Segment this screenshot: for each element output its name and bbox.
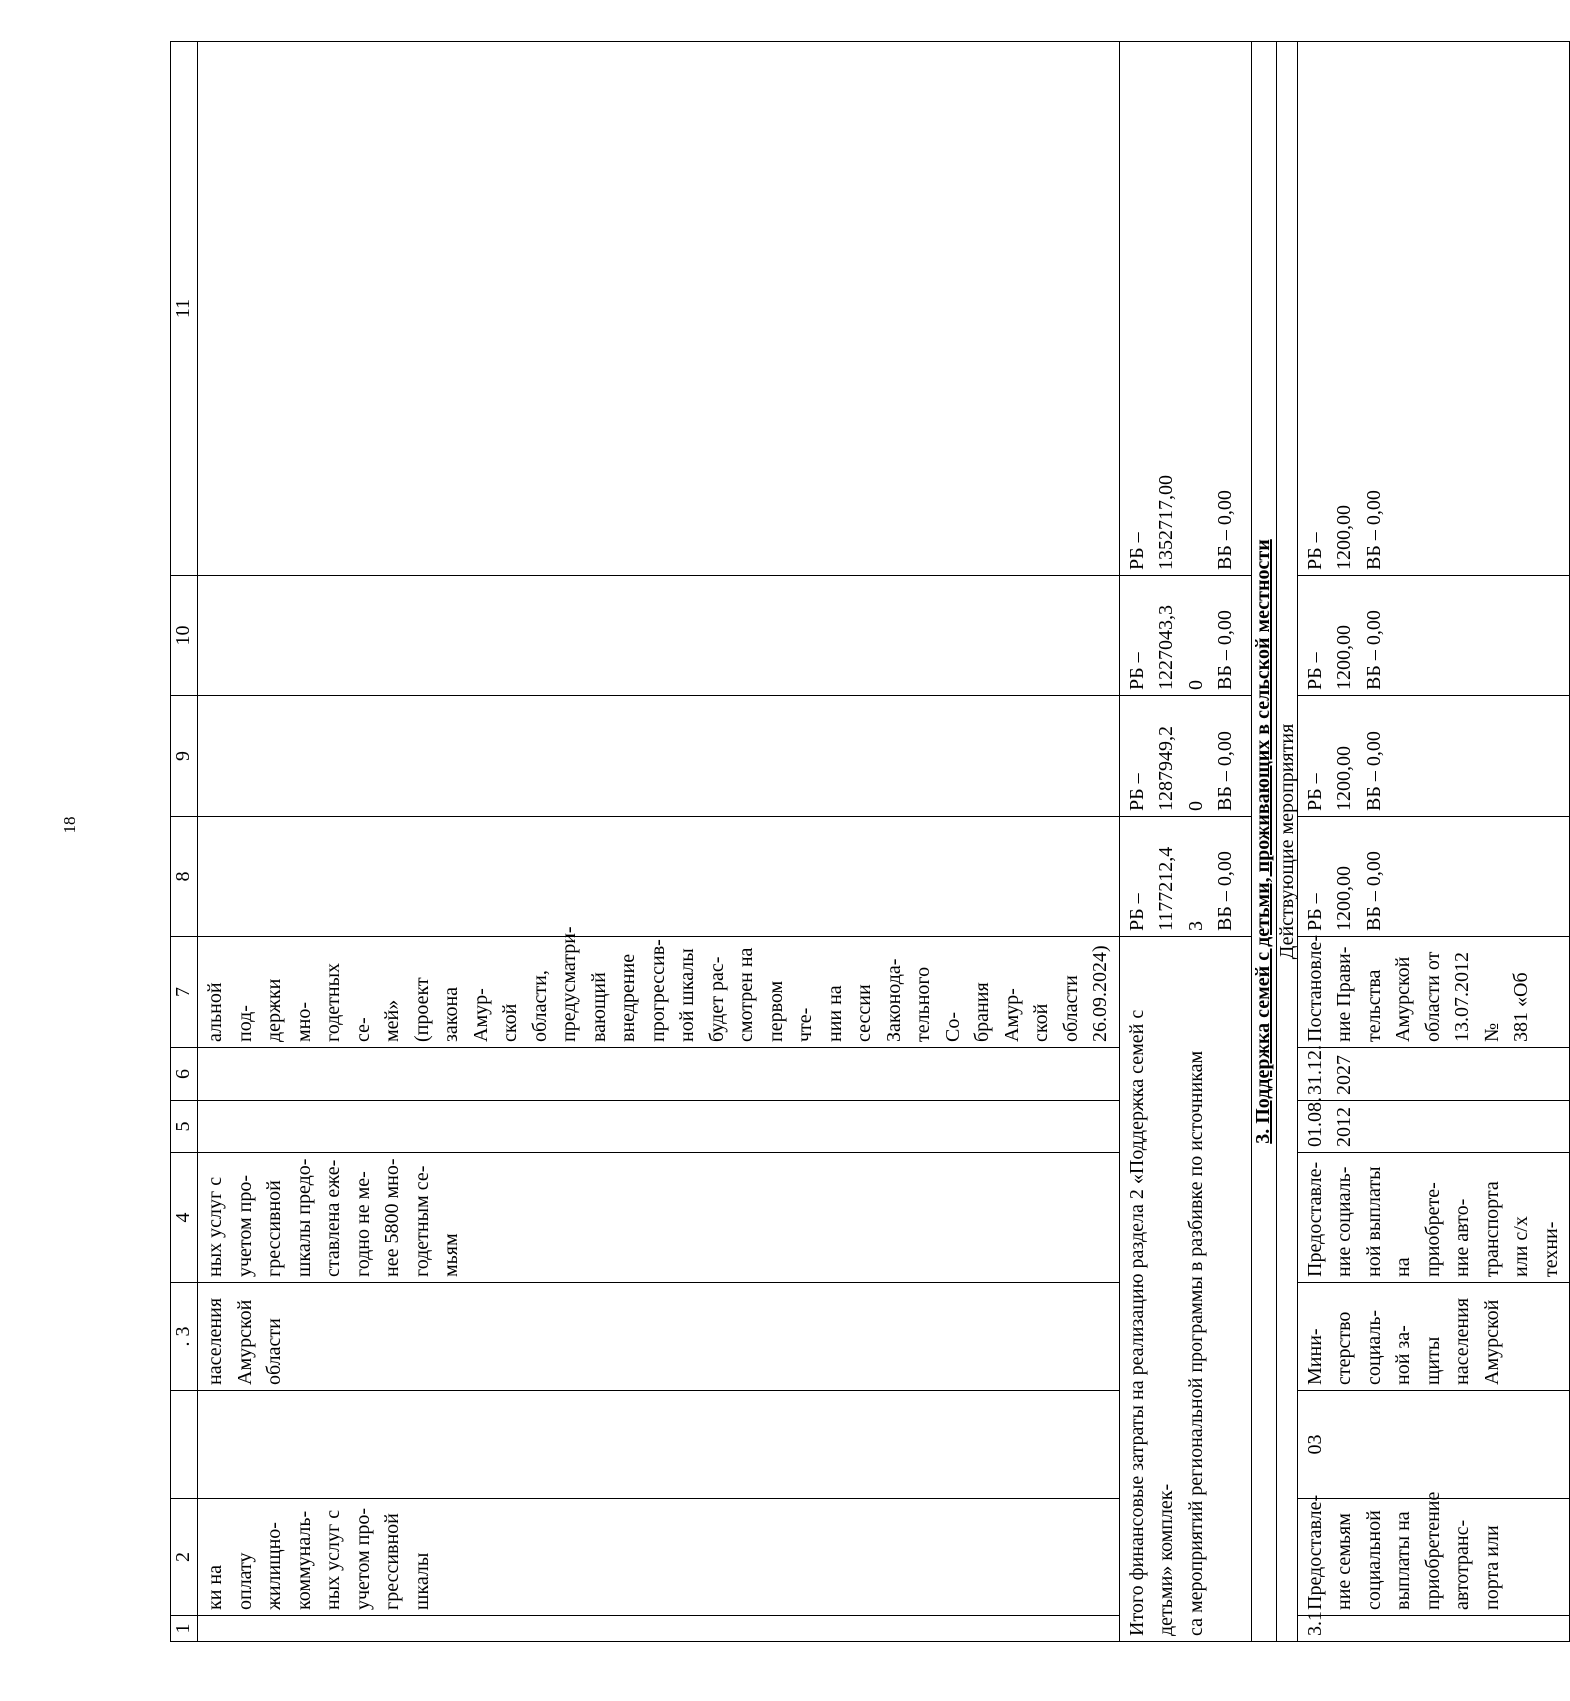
- total-2025: РБ – 1287949,2 0 ВБ – 0,00: [1119, 696, 1251, 817]
- item-executor: Мини- стерство социаль- ной за- щиты населения Амурской: [1297, 1283, 1570, 1391]
- section-title-text: 3. Поддержка семей с детьми, проживающих в сельской местности: [1251, 539, 1274, 1144]
- item-2025: РБ – 1200,00 ВБ – 0,00: [1297, 696, 1570, 817]
- cell-executor: населения Амурской области: [198, 1283, 1120, 1391]
- total-2027: РБ – 1352717,00 ВБ – 0,00: [1119, 42, 1251, 576]
- header-cell-2: 2: [171, 1499, 198, 1616]
- section-title: [1251, 42, 1276, 1642]
- total-2026: РБ – 1227043,3 0 ВБ – 0,00: [1119, 576, 1251, 696]
- header-cell-code: [171, 1391, 198, 1499]
- total-2024: РБ – 1177212,4 3 ВБ – 0,00: [1119, 817, 1251, 937]
- header-cell-1: 1: [171, 1616, 198, 1642]
- cell-measure-name: ки на оплату жилищно- коммуналь- ных услуг с учетом про- грессивной шкалы: [198, 1499, 1120, 1616]
- item-result: Предоставле- ние социаль- ной выплаты на приобрете- ние авто- транспорта или с/х техни-: [1297, 1153, 1570, 1283]
- total-label: Итого финансовые затраты на реализацию раздела 2 «Поддержка семей с детьми» комплек- са мероприятий региональной программы в разбивке по источникам: [1119, 937, 1251, 1642]
- item-row-3-1: [1297, 42, 1570, 1642]
- item-basis: Постановле- ние Прави- тельства Амурской области от 13.07.2012 № 381 «Об: [1297, 937, 1570, 1048]
- cell-num: [198, 1616, 1120, 1642]
- header-cell-10: 10: [171, 576, 198, 696]
- cell-code: [198, 1391, 1120, 1499]
- rotated-table-wrapper: [170, 42, 1562, 1642]
- cell-2027: [198, 42, 1120, 576]
- header-cell-11: 11: [171, 42, 198, 576]
- subsection-row: [1276, 42, 1297, 1642]
- total-row: [1119, 42, 1251, 1642]
- item-num: 3.1: [1297, 1616, 1570, 1642]
- item-measure-name: Предоставле- ние семьям социальной выплаты на приобретение автотранс- порта или: [1297, 1499, 1570, 1616]
- cell-result: ных услуг с учетом про- грессивной шкалы предо- ставлена еже- годно не ме- нее 5800 мно- годетным се- мьям: [198, 1153, 1120, 1283]
- cell-2026: [198, 576, 1120, 696]
- item-2024: РБ – 1200,00 ВБ – 0,00: [1297, 817, 1570, 937]
- header-cell-6: 6: [171, 1048, 198, 1101]
- cell-start: [198, 1101, 1120, 1153]
- page-number: 18: [60, 816, 79, 834]
- item-start-date: 01.08. 2012: [1297, 1101, 1570, 1153]
- continued-row: [198, 42, 1120, 1642]
- header-row: [171, 42, 198, 1642]
- header-cell-7: 7: [171, 937, 198, 1048]
- header-cell-3: . 3: [171, 1283, 198, 1391]
- item-2027: РБ – 1200,00 ВБ – 0,00: [1297, 42, 1570, 576]
- program-table: [170, 41, 1570, 1642]
- subsection-title: Действующие мероприятия: [1276, 42, 1297, 1642]
- header-cell-4: 4: [171, 1153, 198, 1283]
- section-heading-row: [1251, 42, 1276, 1642]
- cell-basis: альной под- держки мно- годетных се- мей» (проект закона Амур- ской области, предусматри- вающий внедрение прогрессив- ной шкалы будет рас- смотрен на первом чте- нии на сессии Законода- тельного Со- брания Амур- ской области 26.09.2024): [198, 937, 1120, 1048]
- cell-2025: [198, 696, 1120, 817]
- cell-end: [198, 1048, 1120, 1101]
- header-cell-9: 9: [171, 696, 198, 817]
- cell-2024: [198, 817, 1120, 937]
- header-cell-8: 8: [171, 817, 198, 937]
- item-2026: РБ – 1200,00 ВБ – 0,00: [1297, 576, 1570, 696]
- item-code: 03: [1297, 1391, 1570, 1499]
- header-cell-5: 5: [171, 1101, 198, 1153]
- item-end-date: 31.12. 2027: [1297, 1048, 1570, 1101]
